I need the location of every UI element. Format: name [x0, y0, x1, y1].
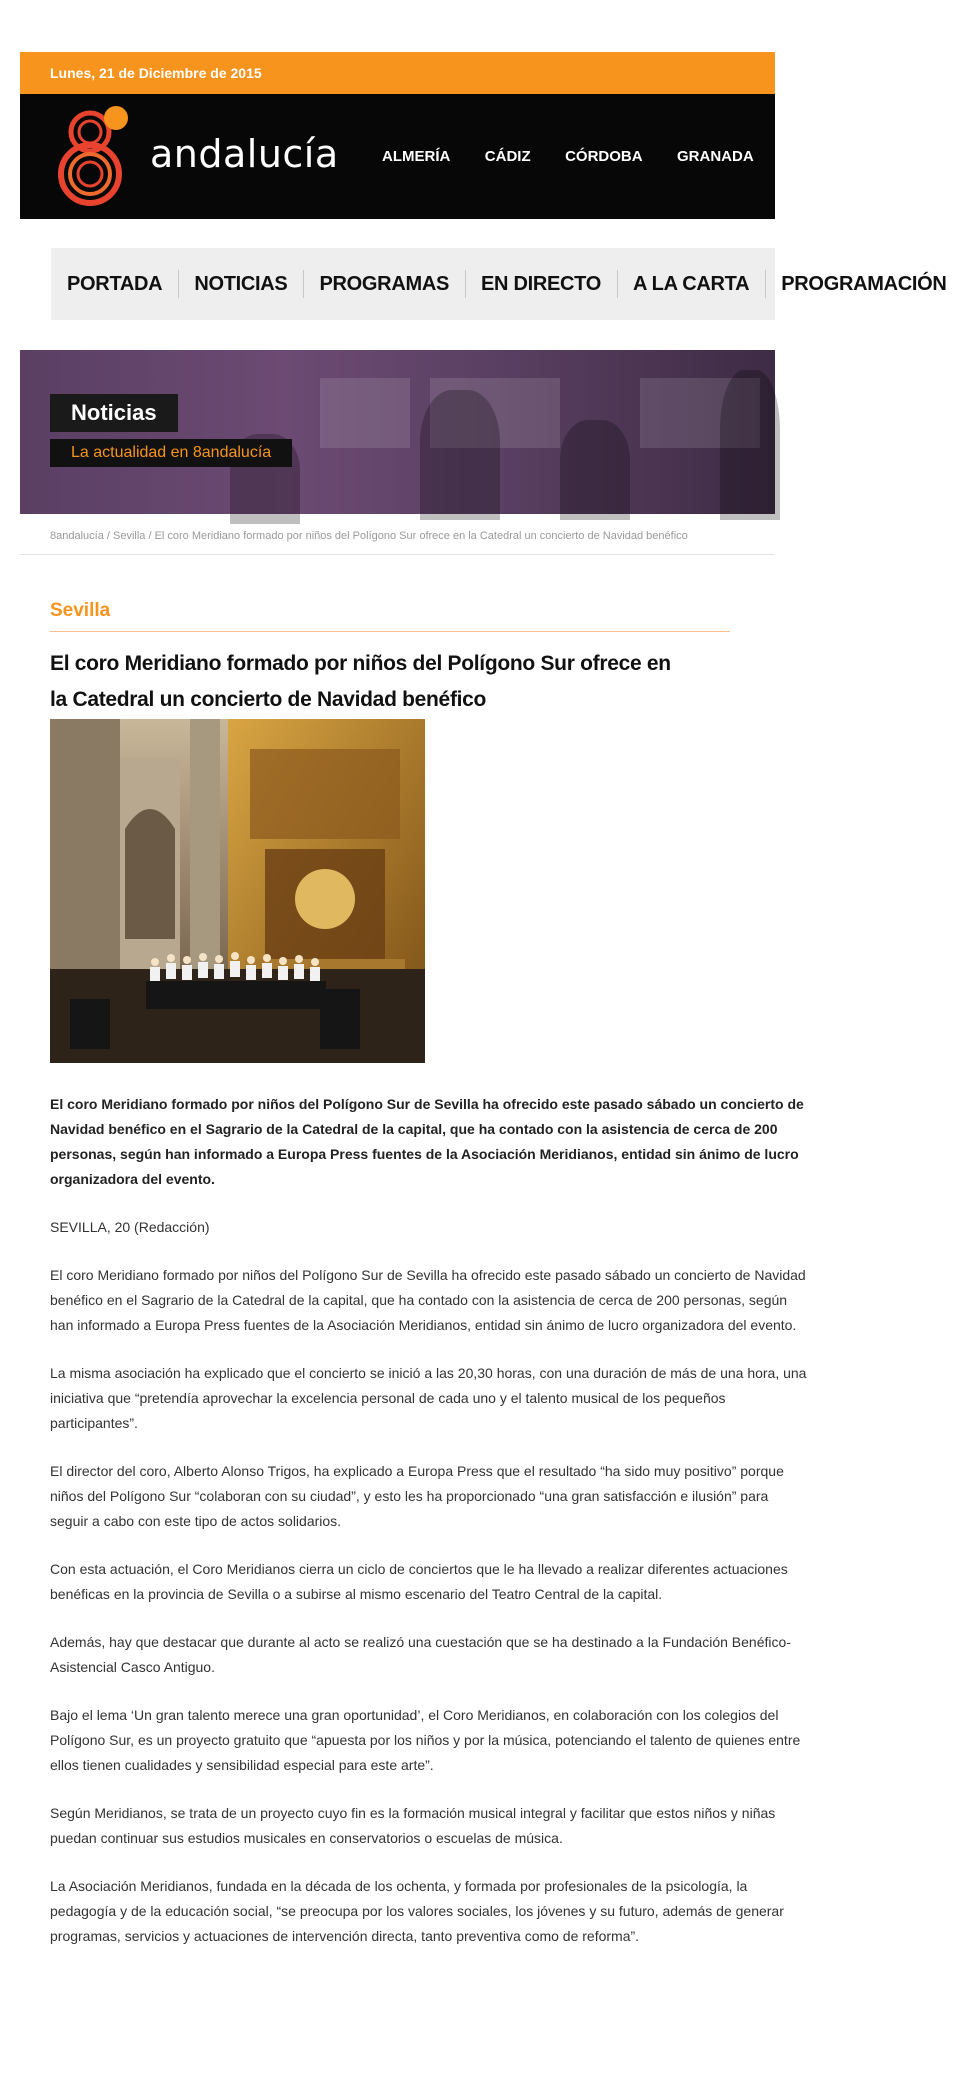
article-paragraph: La misma asociación ha explicado que el concierto se inició a las 20,30 horas, con una duración de más de una hora, una iniciativa que “pretendía aprovechar la excelencia personal de cada uno y el talento musical de los pequeños participantes”.: [50, 1365, 807, 1431]
page-frame: [20, 52, 947, 1944]
brand-name: andalucía: [150, 132, 339, 176]
article-lead: El coro Meridiano formado por niños del Polígono Sur de Sevilla ha ofrecido este pasado sábado un concierto de Navidad benéfico en el Sagrario de la Catedral de la capital, que ha contado con la asistencia de cerca de 200 personas, según han informado a Europa Press fuentes de la Asociación Meridianos, entidad sin ánimo de lucro organizadora del evento.: [50, 1096, 804, 1187]
nav-en-directo[interactable]: EN DIRECTO: [465, 248, 617, 320]
province-link-huelva[interactable]: HUELVA: [788, 148, 848, 165]
article-photo: [50, 719, 425, 1063]
nav-programas[interactable]: PROGRAMAS: [303, 248, 465, 320]
8andalucia-logo[interactable]: [56, 104, 132, 210]
article-paragraph: La Asociación Meridianos, fundada en la década de los ochenta, y formada por profesionales de la psicología, la pedagogía y de la educación social, “se preocupa por los valores sociales, los jóvenes y su futuro, además de generar programas, servicios y actuaciones de intervención directa, tanto preventiva como de reforma”.: [50, 1878, 784, 1944]
province-link-almeria[interactable]: ALMERÍA: [382, 148, 451, 165]
article-paragraph: Con esta actuación, el Coro Meridianos cierra un ciclo de conciertos que le ha llevado a realizar diferentes actuaciones benéficas en la provincia de Sevilla o a subirse al mismo escenario del Teatro Central de la capital.: [50, 1561, 788, 1602]
date-bar: [20, 52, 775, 94]
province-link-cordoba[interactable]: CÓRDOBA: [565, 148, 643, 165]
province-link-granada[interactable]: GRANADA: [677, 148, 754, 165]
nav-programacion[interactable]: PROGRAMACIÓN: [765, 248, 962, 320]
article-headline: El coro Meridiano formado por niños del Polígono Sur ofrece en la Catedral un concierto de Navidad benéfico: [50, 652, 671, 711]
hero-subtitle: La actualidad en 8andalucía: [50, 439, 292, 467]
province-nav: [382, 148, 878, 166]
nav-a-la-carta[interactable]: A LA CARTA: [617, 248, 765, 320]
article-dateline: SEVILLA, 20 (Redacción): [50, 1219, 210, 1235]
article-section-label[interactable]: Sevilla: [50, 600, 111, 621]
section-underline: [50, 631, 730, 632]
province-link-cadiz[interactable]: CÁDIZ: [484, 148, 531, 165]
hero-title: Noticias: [50, 394, 178, 432]
nav-noticias[interactable]: NOTICIAS: [178, 248, 303, 320]
cathedral-choir-image: [50, 719, 425, 1063]
divider: [20, 554, 775, 555]
article-paragraph: Según Meridianos, se trata de un proyecto cuyo fin es la formación musical integral y facilitar que estos niños y niñas puedan continuar sus estudios musicales en conservatorios o escuelas de música.: [50, 1805, 776, 1846]
breadcrumb[interactable]: 8andalucía / Sevilla / El coro Meridiano formado por niños del Polígono Sur ofrece en la Catedral un concierto de Navidad benéfico: [50, 530, 688, 542]
current-date: Lunes, 21 de Diciembre de 2015: [50, 65, 262, 81]
hero-silhouette: [420, 390, 500, 520]
nav-portada[interactable]: PORTADA: [67, 273, 163, 295]
hero-window-decor: [320, 378, 410, 448]
brand-header: [20, 94, 848, 219]
article-paragraph: Además, hay que destacar que durante al acto se realizó una cuestación que se ha destinado a la Fundación Benéfico-Asistencial Casco Antiguo.: [50, 1634, 791, 1675]
hero-silhouette: [560, 420, 630, 520]
article-paragraph: Bajo el lema ‘Un gran talento merece una gran oportunidad’, el Coro Meridianos, en colaboración con los colegios del Polígono Sur, es un proyecto gratuito que “apuesta por los niños y por la música, potenciando el talento de quienes entre ellos tienen cualidades y sensibilidad especial para este arte”.: [50, 1707, 801, 1773]
article-paragraph: El coro Meridiano formado por niños del Polígono Sur de Sevilla ha ofrecido este pasado sábado un concierto de Navidad benéfico en el Sagrario de la Catedral de la capital, que ha contado con la asistencia de cerca de 200 personas, según han informado a Europa Press fuentes de la Asociación Meridianos, entidad sin ánimo de lucro organizadora del evento.: [50, 1267, 806, 1333]
main-nav: [51, 248, 947, 320]
article-paragraph: El director del coro, Alberto Alonso Trigos, ha explicado a Europa Press que el resultado “ha sido muy positivo” porque niños del Polígono Sur “colaboran con su ciudad”, y esto les ha proporcionado “una gran satisfacción e ilusión” para seguir a cabo con este tipo de actos solidarios.: [50, 1463, 784, 1529]
hero-silhouette: [720, 370, 780, 520]
section-hero-banner: [20, 350, 775, 514]
article-body: [50, 1092, 810, 1972]
